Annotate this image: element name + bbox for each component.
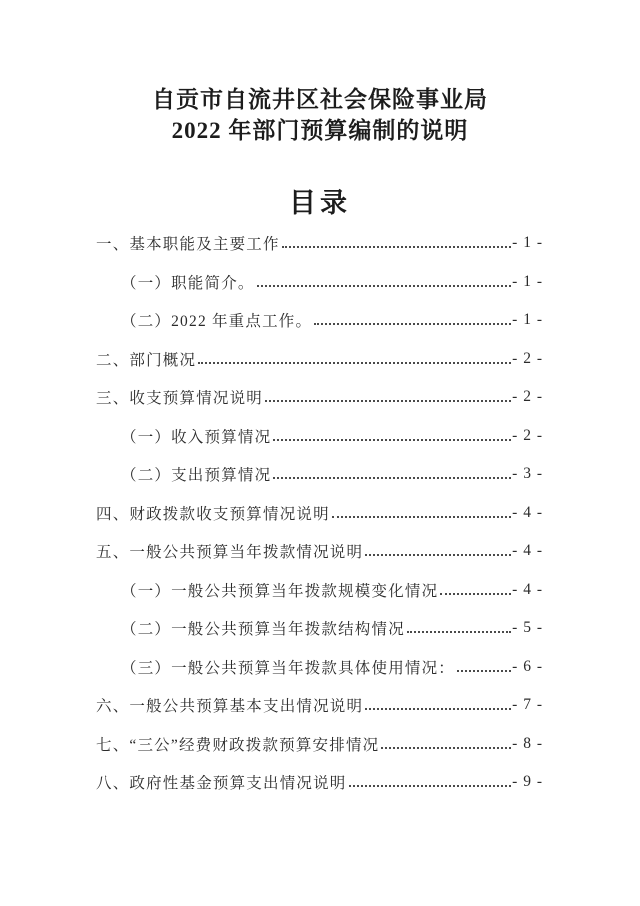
toc-entry	[96, 571, 543, 610]
toc-entry-label: 四、财政拨款收支预算情况说明	[96, 505, 330, 523]
dot-leader	[440, 593, 511, 595]
toc-entry-page: - 2 -	[512, 388, 543, 406]
toc-entry-page: - 1 -	[512, 311, 543, 329]
toc-entry-label: 一、基本职能及主要工作	[96, 236, 280, 254]
toc-entry-page: - 4 -	[512, 503, 543, 521]
dot-leader	[349, 785, 512, 787]
dot-leader	[381, 747, 511, 749]
dot-leader	[457, 670, 511, 672]
toc-entry-label: 五、一般公共预算当年拨款情况说明	[96, 544, 364, 562]
toc-entry-label: （二）2022 年重点工作。	[121, 313, 313, 331]
toc-entry-label: （一）职能简介。	[121, 274, 255, 292]
toc-entry-label: 七、“三公”经费财政拨款预算安排情况	[96, 736, 380, 754]
toc-entry-label: （二）一般公共预算当年拨款结构情况	[121, 621, 405, 639]
toc-entry	[96, 494, 543, 533]
toc-entry	[96, 224, 543, 263]
document-title	[0, 0, 640, 146]
dot-leader	[407, 631, 511, 633]
toc-entry-page: - 9 -	[512, 773, 543, 791]
dot-leader	[265, 400, 511, 402]
dot-leader	[273, 439, 511, 441]
toc-entry	[96, 340, 543, 379]
toc-entry-page: - 6 -	[512, 657, 543, 675]
toc-heading: 目录	[289, 188, 351, 218]
toc-list	[0, 224, 640, 802]
toc-entry-page: - 1 -	[512, 234, 543, 252]
toc-entry	[96, 725, 543, 764]
toc-entry-page: - 8 -	[512, 734, 543, 752]
document-title-line2: 2022 年部门预算编制的说明	[171, 118, 469, 143]
toc-entry-label: （三）一般公共预算当年拨款具体使用情况：	[121, 659, 456, 677]
toc-entry-page: - 7 -	[512, 696, 543, 714]
toc-entry-page: - 2 -	[512, 426, 543, 444]
toc-entry-page: - 5 -	[512, 619, 543, 637]
toc-entry-label: 六、一般公共预算基本支出情况说明	[96, 698, 364, 716]
toc-entry	[96, 609, 543, 648]
toc-entry	[96, 648, 543, 687]
toc-entry-label: 八、政府性基金预算支出情况说明	[96, 775, 347, 793]
toc-entry-label: （一）一般公共预算当年拨款规模变化情况	[121, 582, 439, 600]
toc-entry-page: - 1 -	[512, 272, 543, 290]
toc-entry-page: - 4 -	[512, 580, 543, 598]
toc-entry	[96, 378, 543, 417]
toc-entry	[96, 763, 543, 802]
dot-leader	[282, 246, 511, 248]
toc-entry	[96, 686, 543, 725]
dot-leader	[314, 323, 511, 325]
dot-leader	[257, 285, 512, 287]
toc-entry	[96, 301, 543, 340]
dot-leader	[273, 477, 511, 479]
toc-entry-label: （二）支出预算情况	[121, 467, 272, 485]
toc-entry-page: - 4 -	[512, 542, 543, 560]
dot-leader	[365, 554, 511, 556]
toc-entry	[96, 532, 543, 571]
toc-entry-label: 二、部门概况	[96, 351, 197, 369]
toc-entry	[96, 417, 543, 456]
dot-leader	[332, 516, 511, 518]
toc-entry-page: - 2 -	[512, 349, 543, 367]
toc-entry-page: - 3 -	[512, 465, 543, 483]
toc-entry-label: （一）收入预算情况	[121, 428, 272, 446]
toc-entry	[96, 263, 543, 302]
toc-entry-label: 三、收支预算情况说明	[96, 390, 264, 408]
toc-entry	[96, 455, 543, 494]
dot-leader	[365, 708, 511, 710]
dot-leader	[198, 362, 511, 364]
document-title-line1: 自贡市自流井区社会保险事业局	[152, 87, 488, 112]
